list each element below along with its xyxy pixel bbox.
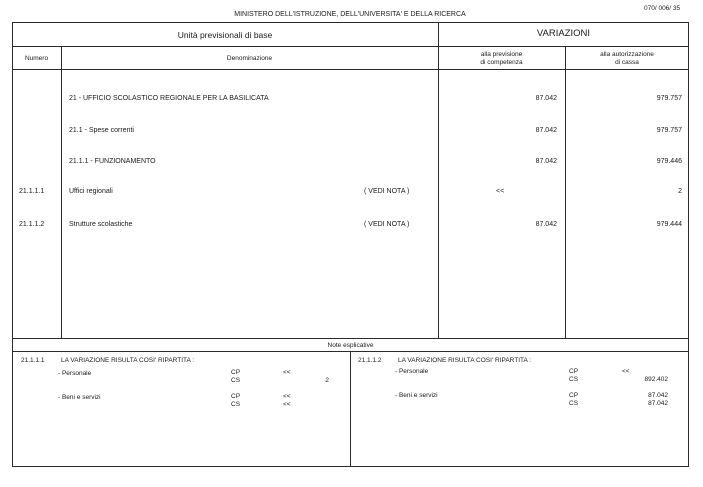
note-right-heading: LA VARIAZIONE RISULTA COSI' RIPARTITA : [398, 357, 532, 364]
row-denominazione: Strutture scolastiche [69, 221, 133, 228]
variazioni-header: VARIAZIONI [536, 28, 591, 39]
note-left-cp-label: CP [231, 369, 241, 376]
row-denominazione: 21 - UFFICIO SCOLASTICO REGIONALE PER LA BASILICATA [69, 95, 269, 102]
note-left-cs-value: 2 [325, 377, 329, 384]
row-numero: 21.1.1.2 [19, 221, 45, 228]
cassa-header-line2: di cassa [615, 59, 639, 66]
note-right-cp-value: << [622, 368, 630, 375]
row-cassa: 979.757 [656, 127, 682, 134]
note-left-item-label: - Personale [58, 370, 92, 377]
row-competenza: << [496, 188, 505, 195]
note-right-item-label: - Beni e servizi [395, 392, 438, 399]
row-cassa: 2 [678, 188, 682, 195]
note-right-cs-label: CS [569, 400, 579, 407]
row-nota: ( VEDI NOTA ) [364, 221, 410, 228]
row-cassa: 979.446 [656, 158, 682, 165]
notes-title: Note esplicative [327, 342, 374, 349]
cassa-header-line1: alla autorizzazione [600, 51, 654, 58]
row-nota: ( VEDI NOTA ) [364, 188, 410, 195]
note-left-cs-label: CS [231, 401, 241, 408]
row-denominazione: 21.1.1 - FUNZIONAMENTO [69, 158, 156, 165]
note-left-item-label: - Beni e servizi [58, 394, 101, 401]
unita-header: Unità previsionali di base [177, 30, 273, 40]
competenza-header-line1: alla previsione [480, 51, 523, 58]
note-left-cs-value: << [283, 401, 291, 408]
row-cassa: 979.757 [656, 95, 682, 102]
competenza-header-line2: di competenza [480, 59, 523, 66]
ministry-title: MINISTERO DELL'ISTRUZIONE, DELL'UNIVERSITA' E DELLA RICERCA [234, 11, 466, 18]
row-competenza: 87.042 [535, 158, 557, 165]
note-left-cp-label: CP [231, 393, 241, 400]
note-right-cs-label: CS [569, 376, 579, 383]
numero-header: Numero [24, 55, 49, 62]
row-competenza: 87.042 [535, 221, 557, 228]
row-competenza: 87.042 [535, 95, 557, 102]
note-right-cs-value: 892.402 [644, 376, 668, 383]
note-right-cp-label: CP [569, 392, 579, 399]
row-competenza: 87.042 [535, 127, 557, 134]
row-denominazione: 21.1 - Spese correnti [69, 127, 134, 134]
note-left-cs-label: CS [231, 377, 241, 384]
note-left-heading: LA VARIAZIONE RISULTA COSI' RIPARTITA : [61, 357, 195, 364]
note-left-numero: 21.1.1.1 [21, 357, 45, 364]
document-code: 070/ 006/ 35 [644, 5, 681, 12]
row-cassa: 979.444 [656, 221, 682, 228]
note-left-cp-value: << [283, 393, 291, 400]
denominazione-header: Denominazione [226, 55, 273, 62]
row-denominazione: Uffici regionali [69, 188, 113, 195]
note-left-cp-value: << [283, 369, 291, 376]
note-right-item-label: - Personale [395, 368, 429, 375]
note-right-numero: 21.1.1.2 [358, 357, 382, 364]
note-right-cs-value: 87.042 [648, 400, 668, 407]
note-right-cp-label: CP [569, 368, 579, 375]
note-right-cp-value: 87.042 [648, 392, 668, 399]
row-numero: 21.1.1.1 [19, 188, 45, 195]
